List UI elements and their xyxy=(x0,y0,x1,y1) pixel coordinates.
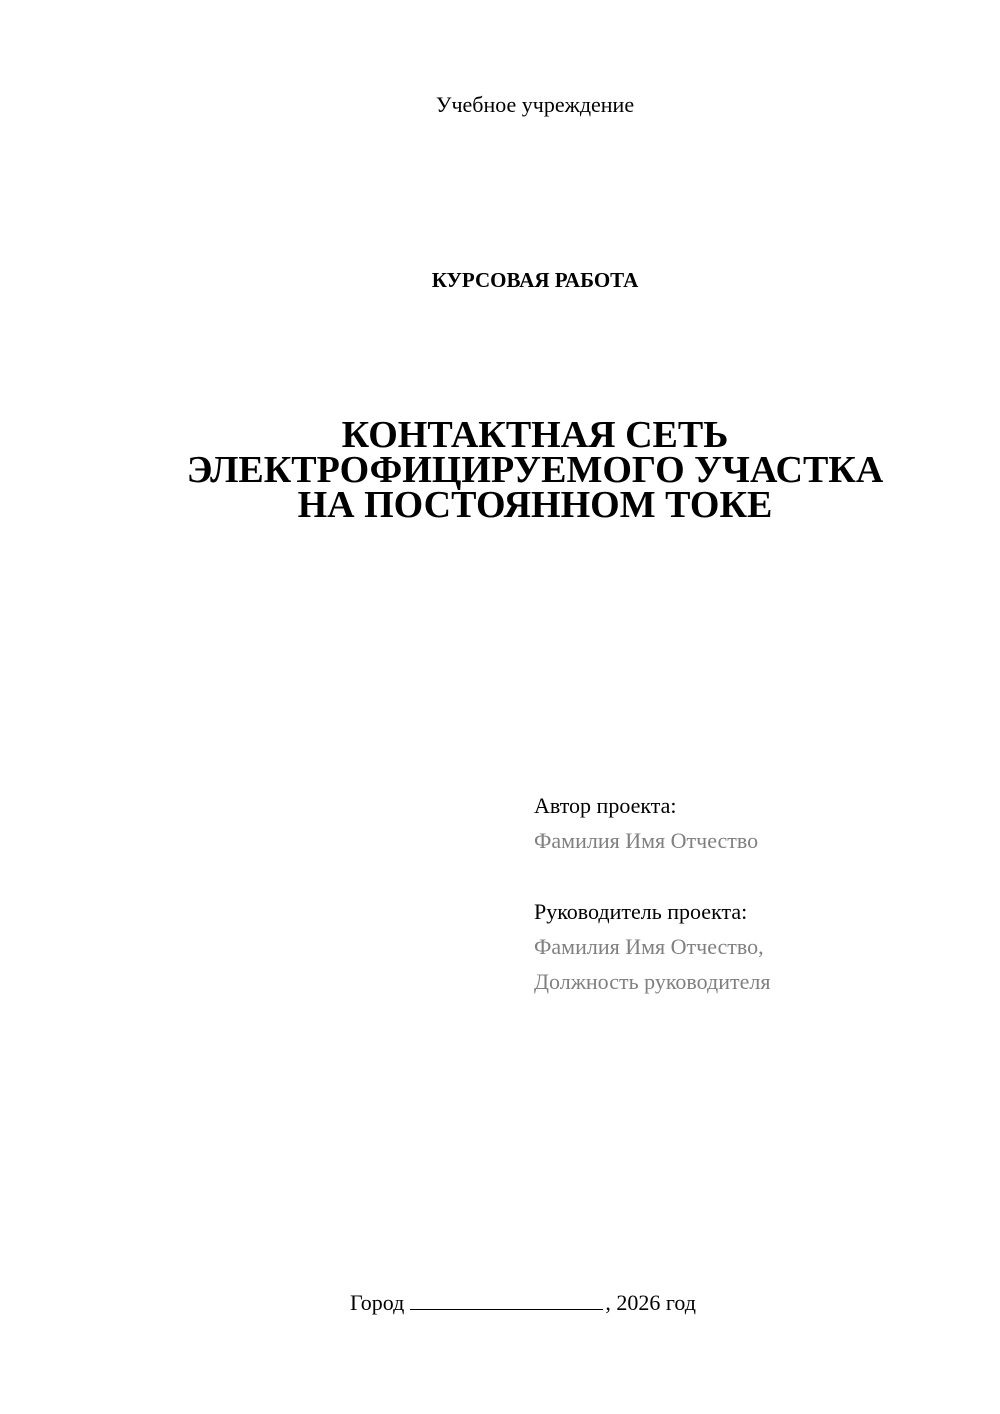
author-block xyxy=(534,788,758,858)
author-label: Автор проекта: xyxy=(534,793,677,818)
year-text: , 2026 год xyxy=(605,1290,696,1315)
supervisor-name: Фамилия Имя Отчество, xyxy=(534,934,764,959)
city-label: Город xyxy=(350,1290,405,1315)
city-year-line xyxy=(350,1290,696,1316)
supervisor-position: Должность руководителя xyxy=(534,969,771,994)
work-type: КУРСОВАЯ РАБОТА xyxy=(431,268,639,292)
city-blank-line xyxy=(410,1291,603,1310)
title-line: НА ПОСТОЯННОМ ТОКЕ xyxy=(297,484,773,526)
document-title xyxy=(0,414,1000,526)
author-name: Фамилия Имя Отчество xyxy=(534,828,759,853)
institution-name: Учебное учреждение xyxy=(435,92,635,117)
supervisor-label: Руководитель проекта: xyxy=(534,899,748,924)
title-line: ЭЛЕКТРОФИЦИРУЕМОГО УЧАСТКА xyxy=(186,449,884,491)
title-line: КОНТАКТНАЯ СЕТЬ xyxy=(341,414,729,456)
supervisor-block xyxy=(534,894,770,999)
